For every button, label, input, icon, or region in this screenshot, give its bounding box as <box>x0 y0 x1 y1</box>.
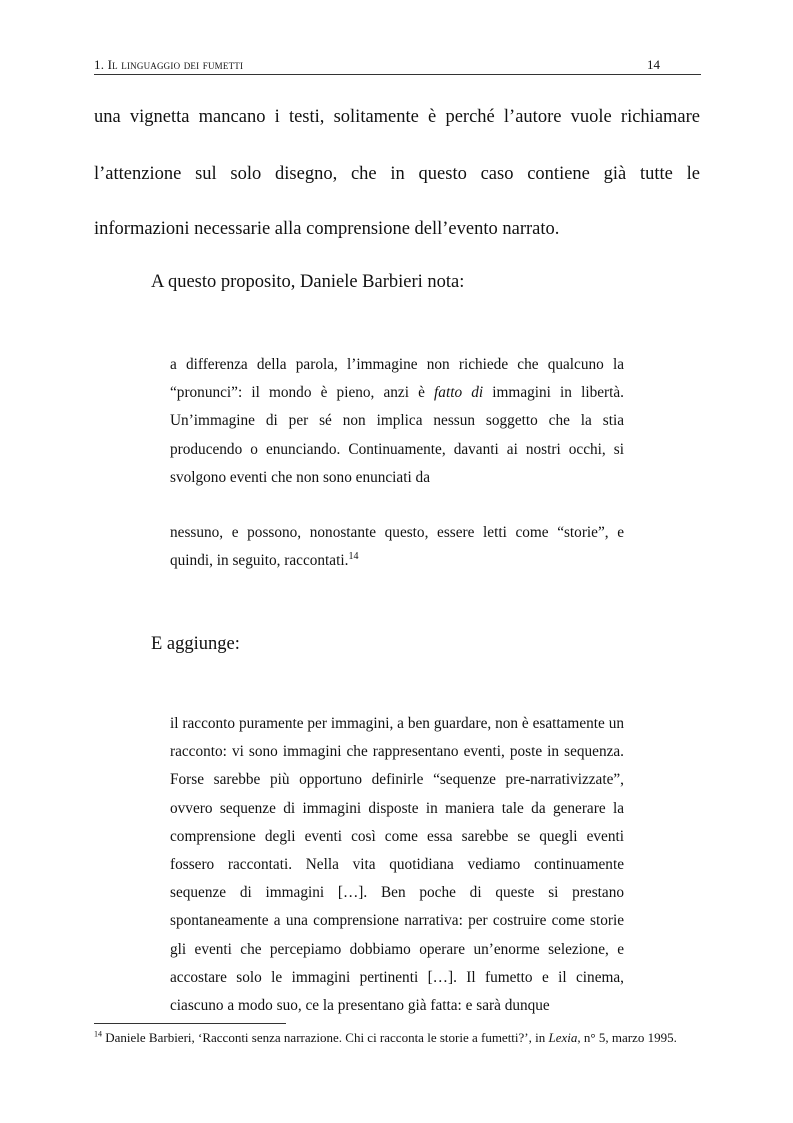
journal-title: Lexia <box>548 1030 578 1045</box>
running-header <box>94 56 701 75</box>
footnote-rule <box>94 1023 286 1024</box>
quote-intro-1: A questo proposito, Daniele Barbieri nota: <box>151 272 465 292</box>
page-number: 14 <box>647 57 660 72</box>
block-quote-2: il racconto puramente per immagini, a ben guardare, non è esattamente un racconto: vi sono immagini che rappresentano eventi, poste in sequenza. Forse sarebbe più opportuno definirle “sequenze pre-narrativizzate”, ovvero sequenze di immagini disposte in maniera tale da generare la comprensione degli eventi così come essa sarebbe se quegli eventi fossero raccontati. Nella vita quotidiana vediamo continuamente sequenze di immagini […]. Ben poche di queste si prestano spontaneamente a una comprensione narrativa: per costruire come storie gli eventi che percepiamo dobbiamo operare un’enorme selezione, e accostare solo le immagini pertinenti […]. Il fumetto e il cinema, ciascuno a modo suo, ce la presentano già fatta: e sarà dunque <box>170 715 624 1015</box>
paragraph-line-2: l’attenzione sul solo disegno, che in questo caso contiene già tutte le <box>94 164 700 184</box>
footnote: $^{14}$ Daniele Barbieri, ‘Racconti senza narrazione. Chi ci racconta le storie a fumetti?’, in Lexia, n° 5, marzo 1995. <box>94 1029 677 1045</box>
block-quote-1-continued: nessuno, e possono, nonostante questo, essere letti come “storie”, e quindi, in seguito, raccontati.$^{14}$ <box>170 524 624 570</box>
footnote-ref: 14 <box>348 551 359 563</box>
chapter-title: 1. Il linguaggio dei fumetti <box>94 57 244 72</box>
quote-intro-2: E aggiunge: <box>151 634 240 654</box>
emphasis: fatto di <box>434 384 484 402</box>
footnote-number: 14 <box>94 1029 102 1039</box>
block-quote-1: a differenza della parola, l’immagine non richiede che qualcuno la “pronunci”: il mondo è pieno, anzi è fatto di immagini in libertà. Un’immagine di per sé non implica nessun soggetto che la stia producendo o enunciando. Continuamente, davanti ai nostri occhi, si svolgono eventi che non sono enunciati da <box>170 356 624 486</box>
paragraph-line-3: informazioni necessarie alla comprensione dell’evento narrato. <box>94 219 560 239</box>
paragraph-line-1: una vignetta mancano i testi, solitamente è perché l’autore vuole richiamare <box>94 107 700 127</box>
